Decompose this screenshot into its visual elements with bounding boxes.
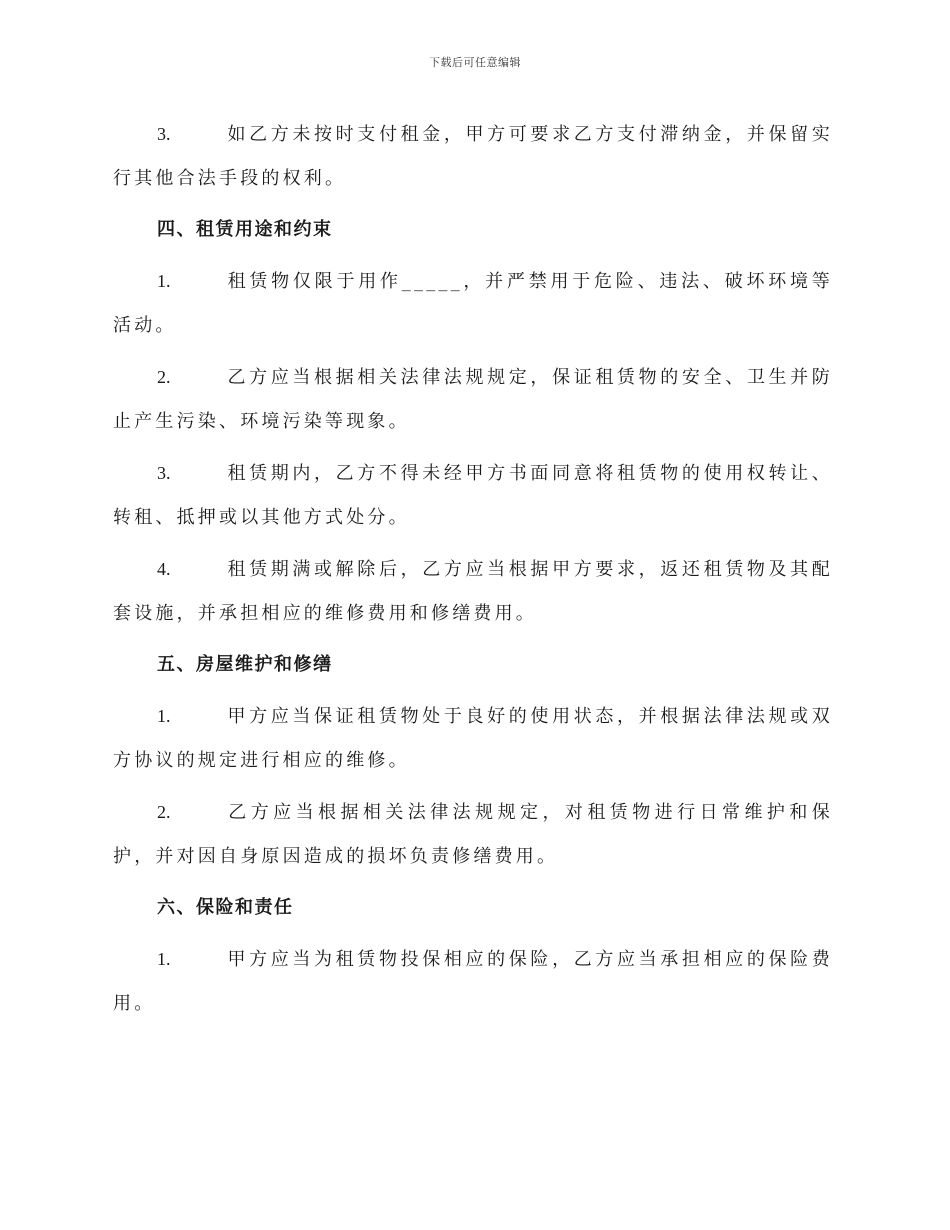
page-header: 下载后可任意编辑 xyxy=(429,56,521,69)
clause-number: 1. xyxy=(157,706,171,726)
clause-text: 租赁物仅限于用作_____，并严禁用于危险、违法、破坏环境等活动。 xyxy=(113,271,833,336)
clause-1-paragraph xyxy=(113,937,833,1026)
clause-number: 1. xyxy=(157,271,171,291)
clause-2-paragraph xyxy=(113,355,833,444)
clause-number: 2. xyxy=(157,802,171,822)
section-heading: 五、房屋维护和修缮 xyxy=(157,654,333,675)
clause-3-paragraph xyxy=(113,112,833,201)
clause-4-paragraph xyxy=(113,547,833,636)
clause-text: 乙方应当根据相关法律法规规定，保证租赁物的安全、卫生并防止产生污染、环境污染等现象。 xyxy=(113,367,833,432)
clause-number: 3. xyxy=(157,124,171,144)
section-heading: 四、租赁用途和约束 xyxy=(157,219,333,240)
clause-1-paragraph xyxy=(113,694,833,783)
clause-text: 甲方应当为租赁物投保相应的保险，乙方应当承担相应的保险费用。 xyxy=(113,949,833,1014)
clause-text: 乙方应当根据相关法律法规规定，对租赁物进行日常维护和保护，并对因自身原因造成的损坏负责修缮费用。 xyxy=(113,802,833,867)
clause-text: 租赁期内，乙方不得未经甲方书面同意将租赁物的使用权转让、转租、抵押或以其他方式处分。 xyxy=(113,463,833,528)
clause-3-paragraph xyxy=(113,451,833,540)
clause-1-paragraph xyxy=(113,259,833,348)
section-heading: 六、保险和责任 xyxy=(157,897,294,918)
clause-text: 甲方应当保证租赁物处于良好的使用状态，并根据法律法规或双方协议的规定进行相应的维修。 xyxy=(113,706,833,771)
clause-number: 1. xyxy=(157,949,171,969)
clause-number: 2. xyxy=(157,367,171,387)
clause-text: 如乙方未按时支付租金，甲方可要求乙方支付滞纳金，并保留实行其他合法手段的权利。 xyxy=(113,124,833,189)
clause-text: 租赁期满或解除后，乙方应当根据甲方要求，返还租赁物及其配套设施，并承担相应的维修费用和修缮费用。 xyxy=(113,559,833,624)
document-body xyxy=(113,112,833,1033)
clause-number: 4. xyxy=(157,559,171,579)
clause-2-paragraph xyxy=(113,790,833,879)
clause-number: 3. xyxy=(157,463,171,483)
